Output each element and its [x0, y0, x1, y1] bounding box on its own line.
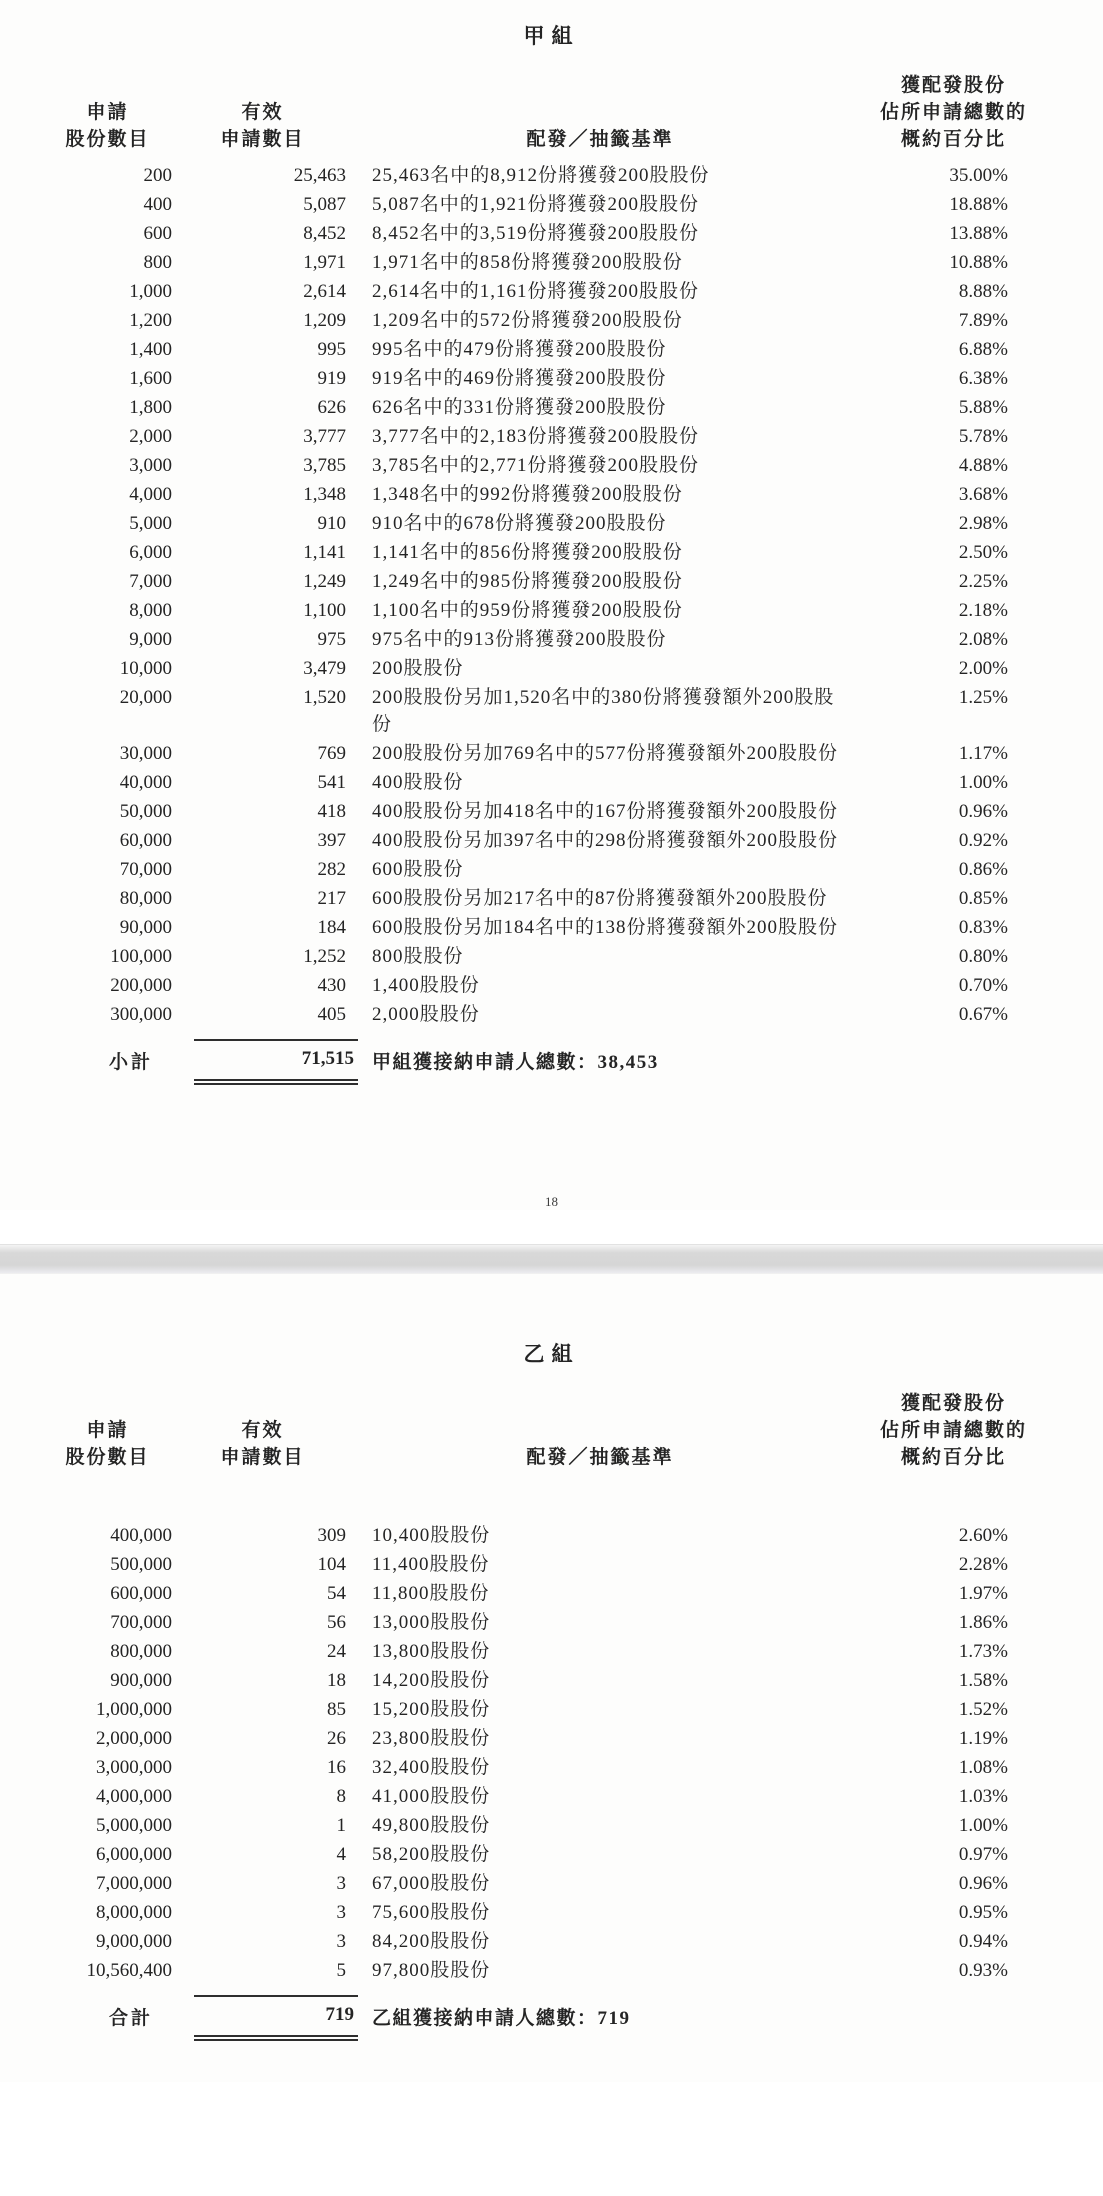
basis-cell: 32,400股股份 [372, 1757, 491, 1778]
column-header-applied-shares: 申請 股份數目 [65, 1420, 150, 1468]
applied-shares-cell: 1,800 [129, 397, 172, 418]
applied-shares-cell: 1,000,000 [96, 1699, 172, 1720]
table-row [40, 1550, 1063, 1579]
percentage-cell: 0.96% [958, 1873, 1008, 1894]
applied-shares-cell: 1,200 [129, 310, 172, 331]
valid-applications-cell: 919 [317, 368, 346, 389]
applied-shares-cell: 500,000 [110, 1554, 172, 1575]
applied-shares-cell: 40,000 [119, 772, 172, 793]
percentage-cell: 2.98% [958, 513, 1008, 534]
applied-shares-cell: 5,000 [129, 513, 172, 534]
percentage-cell: 5.88% [958, 397, 1008, 418]
valid-applications-cell: 541 [317, 772, 346, 793]
percentage-cell: 13.88% [949, 223, 1008, 244]
valid-applications-cell: 26 [327, 1728, 346, 1749]
page-number: 18 [545, 1194, 558, 1209]
percentage-cell: 4.88% [958, 455, 1008, 476]
percentage-cell: 7.89% [958, 310, 1008, 331]
valid-applications-cell: 1,209 [303, 310, 346, 331]
percentage-cell: 8.88% [958, 281, 1008, 302]
group-b-allotment-table [40, 1390, 1063, 2042]
percentage-cell: 1.25% [958, 687, 1008, 708]
group-b-table-body [40, 1521, 1063, 1985]
table-row [40, 596, 1063, 625]
table-row [40, 190, 1063, 219]
percentage-cell: 2.00% [958, 658, 1008, 679]
basis-cell: 995名中的479份將獲發200股股份 [372, 339, 667, 360]
table-row [40, 393, 1063, 422]
applied-shares-cell: 700,000 [110, 1612, 172, 1633]
valid-applications-cell: 282 [317, 859, 346, 880]
percentage-cell: 1.86% [958, 1612, 1008, 1633]
basis-cell: 800股股份 [372, 946, 464, 967]
valid-applications-cell: 3 [336, 1902, 346, 1923]
basis-cell: 84,200股股份 [372, 1931, 491, 1952]
basis-cell: 11,800股股份 [372, 1583, 490, 1604]
applied-shares-cell: 8,000,000 [96, 1902, 172, 1923]
table-row [40, 884, 1063, 913]
valid-applications-cell: 3,479 [303, 658, 346, 679]
percentage-cell: 35.00% [949, 165, 1008, 186]
percentage-cell: 1.73% [958, 1641, 1008, 1662]
percentage-cell: 0.67% [958, 1004, 1008, 1025]
subtotal-valid-total-cell [175, 1029, 354, 1086]
percentage-cell: 0.94% [958, 1931, 1008, 1952]
table-row [40, 335, 1063, 364]
basis-cell: 1,141名中的856份將獲發200股股份 [372, 542, 683, 563]
table-row [40, 1637, 1063, 1666]
table-row [40, 248, 1063, 277]
valid-applications-cell: 54 [327, 1583, 346, 1604]
basis-cell: 1,971名中的858份將獲發200股股份 [372, 252, 683, 273]
bottom-margin [40, 2042, 1063, 2082]
basis-cell: 975名中的913份將獲發200股股份 [372, 629, 667, 650]
total-label: 合計 [108, 2008, 153, 2029]
column-header-approx-percentage: 獲配發股份 佔所申請總數的 概約百分比 [879, 75, 1027, 150]
applied-shares-cell: 9,000 [129, 629, 172, 650]
table-row [40, 1782, 1063, 1811]
valid-applications-cell: 24 [327, 1641, 346, 1662]
applied-shares-cell: 20,000 [119, 687, 172, 708]
table-row [40, 1753, 1063, 1782]
table-row [40, 654, 1063, 683]
valid-applications-cell: 1,348 [303, 484, 346, 505]
table-row [40, 797, 1063, 826]
applied-shares-cell: 900,000 [110, 1670, 172, 1691]
valid-applications-cell: 430 [317, 975, 346, 996]
applied-shares-cell: 2,000 [129, 426, 172, 447]
valid-applications-cell: 1,100 [303, 600, 346, 621]
valid-applications-cell: 769 [317, 743, 346, 764]
percentage-cell: 1.97% [958, 1583, 1008, 1604]
percentage-cell: 0.96% [958, 801, 1008, 822]
basis-cell: 600股股份另加217名中的87份將獲發額外200股股份 [372, 888, 828, 909]
valid-applications-cell: 995 [317, 339, 346, 360]
group-a-table-body [40, 161, 1063, 1029]
basis-cell: 1,209名中的572份將獲發200股股份 [372, 310, 683, 331]
percentage-cell: 10.88% [949, 252, 1008, 273]
applied-shares-cell: 600,000 [110, 1583, 172, 1604]
valid-applications-cell: 184 [317, 917, 346, 938]
total-valid-total: 719 [194, 1995, 358, 2041]
percentage-cell: 1.58% [958, 1670, 1008, 1691]
table-row [40, 625, 1063, 654]
valid-applications-cell: 4 [336, 1844, 346, 1865]
valid-applications-cell: 1 [336, 1815, 346, 1836]
applied-shares-cell: 7,000,000 [96, 1873, 172, 1894]
column-header-valid-applications: 有效 申請數目 [220, 1420, 305, 1468]
valid-applications-cell: 217 [317, 888, 346, 909]
percentage-cell: 1.00% [958, 772, 1008, 793]
basis-cell: 400股股份另加418名中的167份將獲發額外200股股份 [372, 801, 839, 822]
table-row [40, 913, 1063, 942]
applied-shares-cell: 400 [143, 194, 172, 215]
table-row [40, 451, 1063, 480]
basis-cell: 2,000股股份 [372, 1004, 480, 1025]
table-row [40, 422, 1063, 451]
basis-cell: 25,463名中的8,912份將獲發200股股份 [372, 165, 710, 186]
basis-cell: 200股股份另加769名中的577份將獲發額外200股股份 [372, 743, 839, 764]
percentage-cell: 0.85% [958, 888, 1008, 909]
table-row [40, 1579, 1063, 1608]
column-header-valid-applications: 有效 申請數目 [220, 102, 305, 150]
valid-applications-cell: 1,252 [303, 946, 346, 967]
applied-shares-cell: 800,000 [110, 1641, 172, 1662]
valid-applications-cell: 3 [336, 1873, 346, 1894]
percentage-cell: 0.83% [958, 917, 1008, 938]
basis-cell: 75,600股股份 [372, 1902, 491, 1923]
table-row [40, 1898, 1063, 1927]
percentage-cell: 0.92% [958, 830, 1008, 851]
applied-shares-cell: 60,000 [119, 830, 172, 851]
valid-applications-cell: 418 [317, 801, 346, 822]
applied-shares-cell: 2,000,000 [96, 1728, 172, 1749]
percentage-cell: 0.93% [958, 1960, 1008, 1981]
group-a-table-header [40, 72, 1063, 161]
basis-cell: 400股股份 [372, 772, 464, 793]
percentage-cell: 5.78% [958, 426, 1008, 447]
table-row [40, 1840, 1063, 1869]
basis-cell: 11,400股股份 [372, 1554, 490, 1575]
applied-shares-cell: 6,000 [129, 542, 172, 563]
table-row [40, 480, 1063, 509]
group-b-table-header [40, 1390, 1063, 1521]
table-row [40, 942, 1063, 971]
page-break-divider [0, 1244, 1103, 1274]
applied-shares-cell: 9,000,000 [96, 1931, 172, 1952]
table-row [40, 306, 1063, 335]
percentage-cell: 6.38% [958, 368, 1008, 389]
basis-cell: 910名中的678份將獲發200股股份 [372, 513, 667, 534]
table-row [40, 509, 1063, 538]
applied-shares-cell: 6,000,000 [96, 1844, 172, 1865]
page-b [0, 1274, 1103, 2082]
applied-shares-cell: 1,400 [129, 339, 172, 360]
table-row [40, 567, 1063, 596]
percentage-cell: 3.68% [958, 484, 1008, 505]
table-row [40, 739, 1063, 768]
applied-shares-cell: 300,000 [110, 1004, 172, 1025]
applied-shares-cell: 7,000 [129, 571, 172, 592]
basis-cell: 1,348名中的992份將獲發200股股份 [372, 484, 683, 505]
basis-cell: 8,452名中的3,519份將獲發200股股份 [372, 223, 700, 244]
valid-applications-cell: 397 [317, 830, 346, 851]
percentage-cell: 18.88% [949, 194, 1008, 215]
applied-shares-cell: 70,000 [119, 859, 172, 880]
valid-applications-cell: 405 [317, 1004, 346, 1025]
group-b-total-row [40, 1985, 1063, 2042]
basis-cell: 67,000股股份 [372, 1873, 491, 1894]
valid-applications-cell: 1,141 [303, 542, 346, 563]
basis-cell: 2,614名中的1,161份將獲發200股股份 [372, 281, 700, 302]
basis-cell: 5,087名中的1,921份將獲發200股股份 [372, 194, 700, 215]
valid-applications-cell: 5 [336, 1960, 346, 1981]
applied-shares-cell: 4,000 [129, 484, 172, 505]
table-row [40, 1000, 1063, 1029]
table-row [40, 161, 1063, 190]
valid-applications-cell: 8,452 [303, 223, 346, 244]
basis-cell: 13,000股股份 [372, 1612, 491, 1633]
valid-applications-cell: 5,087 [303, 194, 346, 215]
basis-cell: 1,249名中的985份將獲發200股股份 [372, 571, 683, 592]
basis-cell: 200股股份另加1,520名中的380份將獲發額外200股股份 [372, 687, 835, 735]
table-row [40, 538, 1063, 567]
applied-shares-cell: 30,000 [119, 743, 172, 764]
valid-applications-cell: 16 [327, 1757, 346, 1778]
column-header-approx-percentage: 獲配發股份 佔所申請總數的 概約百分比 [879, 1393, 1027, 1468]
table-row [40, 1811, 1063, 1840]
applied-shares-cell: 600 [143, 223, 172, 244]
applied-shares-cell: 200,000 [110, 975, 172, 996]
percentage-cell: 2.28% [958, 1554, 1008, 1575]
table-row [40, 1608, 1063, 1637]
group-a-title: 甲組 [523, 24, 580, 48]
table-row [40, 768, 1063, 797]
basis-cell: 15,200股股份 [372, 1699, 491, 1720]
applied-shares-cell: 1,000 [129, 281, 172, 302]
basis-cell: 200股股份 [372, 658, 464, 679]
table-row [40, 1956, 1063, 1985]
percentage-cell: 6.88% [958, 339, 1008, 360]
percentage-cell: 1.17% [958, 743, 1008, 764]
applied-shares-cell: 800 [143, 252, 172, 273]
subtotal-label: 小計 [108, 1052, 153, 1073]
basis-cell: 58,200股股份 [372, 1844, 491, 1865]
applied-shares-cell: 100,000 [110, 946, 172, 967]
valid-applications-cell: 104 [317, 1554, 346, 1575]
valid-applications-cell: 910 [317, 513, 346, 534]
percentage-cell: 2.50% [958, 542, 1008, 563]
column-header-applied-shares: 申請 股份數目 [65, 102, 150, 150]
valid-applications-cell: 8 [336, 1786, 346, 1807]
percentage-cell: 1.52% [958, 1699, 1008, 1720]
basis-cell: 10,400股股份 [372, 1525, 491, 1546]
basis-cell: 14,200股股份 [372, 1670, 491, 1691]
percentage-cell: 2.08% [958, 629, 1008, 650]
applied-shares-cell: 1,600 [129, 368, 172, 389]
applied-shares-cell: 8,000 [129, 600, 172, 621]
basis-cell: 626名中的331份將獲發200股股份 [372, 397, 667, 418]
applied-shares-cell: 10,000 [119, 658, 172, 679]
table-row [40, 219, 1063, 248]
subtotal-valid-total: 71,515 [194, 1039, 358, 1085]
group-a-subtotal-row [40, 1029, 1063, 1086]
table-row [40, 1927, 1063, 1956]
table-row [40, 855, 1063, 884]
group-b-title: 乙組 [523, 1342, 580, 1366]
basis-cell: 3,785名中的2,771份將獲發200股股份 [372, 455, 700, 476]
basis-cell: 919名中的469份將獲發200股股份 [372, 368, 667, 389]
group-a-accepted-total-note: 甲組獲接納申請人總數：38,453 [372, 1052, 659, 1073]
applied-shares-cell: 90,000 [119, 917, 172, 938]
total-valid-total-cell [175, 1985, 354, 2042]
valid-applications-cell: 1,520 [303, 687, 346, 708]
percentage-cell: 0.86% [958, 859, 1008, 880]
valid-applications-cell: 626 [317, 397, 346, 418]
basis-cell: 1,100名中的959份將獲發200股股份 [372, 600, 683, 621]
percentage-cell: 2.25% [958, 571, 1008, 592]
percentage-cell: 1.08% [958, 1757, 1008, 1778]
percentage-cell: 2.60% [958, 1525, 1008, 1546]
valid-applications-cell: 56 [327, 1612, 346, 1633]
table-row [40, 826, 1063, 855]
group-b-accepted-total-note: 乙組獲接納申請人總數：719 [372, 2008, 631, 2029]
valid-applications-cell: 309 [317, 1525, 346, 1546]
applied-shares-cell: 3,000 [129, 455, 172, 476]
applied-shares-cell: 80,000 [119, 888, 172, 909]
table-row [40, 1724, 1063, 1753]
percentage-cell: 0.80% [958, 946, 1008, 967]
valid-applications-cell: 18 [327, 1670, 346, 1691]
valid-applications-cell: 3,785 [303, 455, 346, 476]
valid-applications-cell: 85 [327, 1699, 346, 1720]
valid-applications-cell: 1,971 [303, 252, 346, 273]
basis-cell: 49,800股股份 [372, 1815, 491, 1836]
valid-applications-cell: 975 [317, 629, 346, 650]
basis-cell: 3,777名中的2,183份將獲發200股股份 [372, 426, 700, 447]
percentage-cell: 2.18% [958, 600, 1008, 621]
table-row [40, 277, 1063, 306]
table-row [40, 1695, 1063, 1724]
table-row [40, 1666, 1063, 1695]
percentage-cell: 1.00% [958, 1815, 1008, 1836]
basis-cell: 97,800股股份 [372, 1960, 491, 1981]
column-header-basis-of-allotment: 配發／抽籤基準 [526, 1447, 674, 1468]
percentage-cell: 0.95% [958, 1902, 1008, 1923]
basis-cell: 13,800股股份 [372, 1641, 491, 1662]
basis-cell: 1,400股股份 [372, 975, 480, 996]
applied-shares-cell: 50,000 [119, 801, 172, 822]
basis-cell: 23,800股股份 [372, 1728, 491, 1749]
basis-cell: 41,000股股份 [372, 1786, 491, 1807]
table-row [40, 1869, 1063, 1898]
percentage-cell: 0.97% [958, 1844, 1008, 1865]
column-header-basis-of-allotment: 配發／抽籤基準 [526, 129, 674, 150]
group-a-allotment-table [40, 72, 1063, 1086]
percentage-cell: 1.03% [958, 1786, 1008, 1807]
valid-applications-cell: 1,249 [303, 571, 346, 592]
basis-cell: 400股股份另加397名中的298份將獲發額外200股股份 [372, 830, 839, 851]
table-row [40, 364, 1063, 393]
valid-applications-cell: 2,614 [303, 281, 346, 302]
basis-cell: 600股股份 [372, 859, 464, 880]
percentage-cell: 1.19% [958, 1728, 1008, 1749]
valid-applications-cell: 3,777 [303, 426, 346, 447]
table-row [40, 683, 1063, 739]
valid-applications-cell: 3 [336, 1931, 346, 1952]
applied-shares-cell: 400,000 [110, 1525, 172, 1546]
percentage-cell: 0.70% [958, 975, 1008, 996]
applied-shares-cell: 4,000,000 [96, 1786, 172, 1807]
table-row [40, 1521, 1063, 1550]
table-row [40, 971, 1063, 1000]
applied-shares-cell: 200 [143, 165, 172, 186]
applied-shares-cell: 10,560,400 [86, 1960, 172, 1981]
valid-applications-cell: 25,463 [293, 165, 346, 186]
applied-shares-cell: 5,000,000 [96, 1815, 172, 1836]
basis-cell: 600股股份另加184名中的138份將獲發額外200股股份 [372, 917, 839, 938]
applied-shares-cell: 3,000,000 [96, 1757, 172, 1778]
